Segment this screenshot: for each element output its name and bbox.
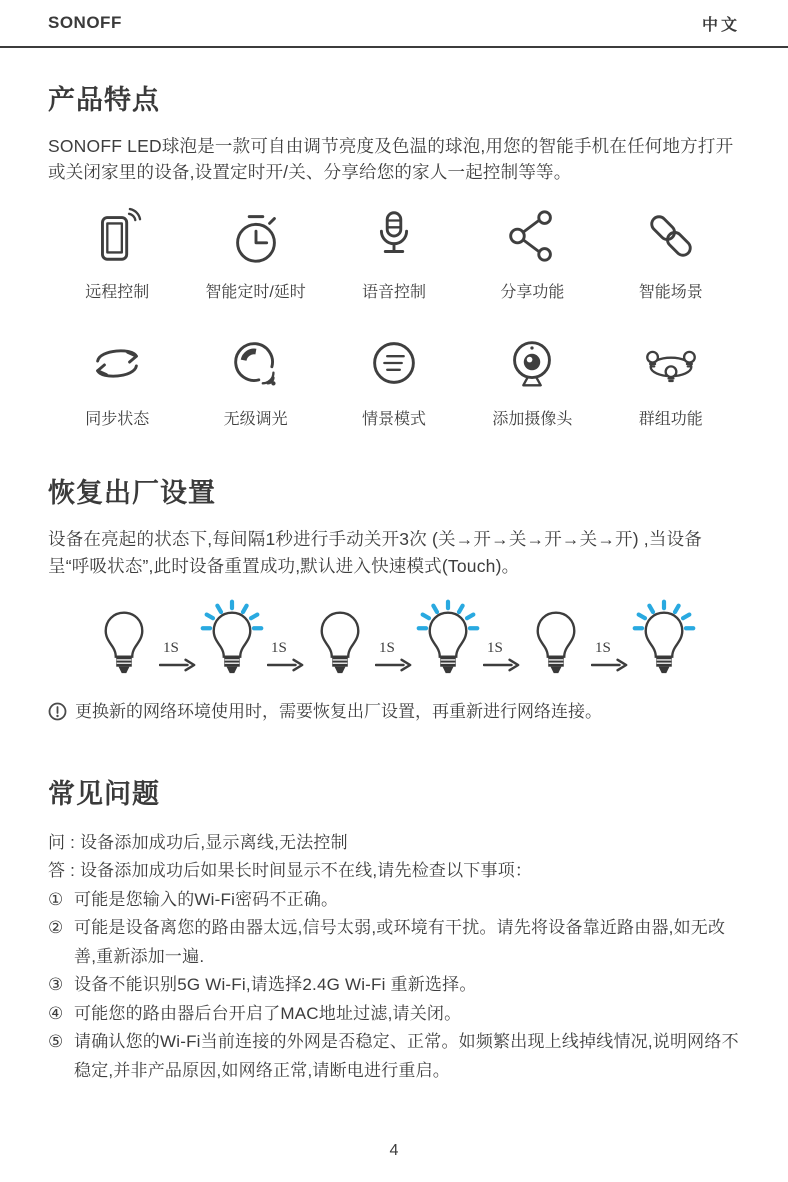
interval-arrow <box>159 640 197 672</box>
faq-answer: 答 : 设备添加成功后如果长时间显示不在线,请先检查以下事项： <box>48 861 533 881</box>
interval-arrow <box>267 640 305 672</box>
bulb-on <box>632 598 696 686</box>
interval-arrow <box>483 640 521 672</box>
interval-label: 1S <box>271 639 287 656</box>
interval-label: 1S <box>163 639 179 656</box>
faq-item <box>48 971 740 1000</box>
feature-stepless-dimming <box>186 330 324 429</box>
feature-label: 智能场景 <box>638 284 703 301</box>
sync-arrows-icon <box>86 330 148 394</box>
interval-arrow <box>591 640 629 672</box>
feature-label: 无级调光 <box>223 411 288 428</box>
dimmer-knob-icon <box>225 330 287 394</box>
feature-label: 分享功能 <box>500 284 565 301</box>
share-icon <box>501 203 563 267</box>
feature-label: 语音控制 <box>361 284 426 301</box>
page-content <box>0 78 788 1085</box>
interval-label: 1S <box>379 639 395 656</box>
feature-sync-status <box>48 330 186 429</box>
faq-item-number: ⑤ <box>48 1032 64 1052</box>
faq-item <box>48 914 740 971</box>
faq-item-text: 请确认您的Wi-Fi当前连接的外网是否稳定、正常。如频繁出现上线掉线情况,说明网络不稳定,并非产品原因,如网络正常,请断电进行重启。 <box>74 1032 739 1080</box>
features-intro-text: SONOFF LED球泡是一款可自由调节亮度及色温的球泡,用您的智能手机在任何地方打开或关闭家里的设备,设置定时开/关、分享给您的家人一起控制等等。 <box>48 136 734 183</box>
page-number: 4 <box>389 1142 399 1159</box>
feature-smart-timing <box>186 203 324 302</box>
section-title-features: 产品特点 <box>48 85 160 115</box>
faq-item-number: ③ <box>48 975 64 995</box>
bulb-sequence-diagram <box>48 598 740 686</box>
scene-mode-icon <box>363 330 425 394</box>
link-icon <box>640 203 702 267</box>
feature-label: 添加摄像头 <box>492 411 573 428</box>
feature-add-camera <box>463 330 601 429</box>
feature-label: 远程控制 <box>85 284 150 301</box>
feature-grid <box>48 203 740 429</box>
bulb-off <box>92 598 156 686</box>
camera-icon <box>501 330 563 394</box>
feature-group-function <box>602 330 740 429</box>
faq-item-text: 可能是设备离您的路由器太远,信号太弱,或环境有干扰。请先将设备靠近路由器,如无改善,重新添加一遍. <box>74 918 726 966</box>
section-title-reset: 恢复出厂设置 <box>48 478 216 508</box>
faq-body <box>48 829 740 1086</box>
interval-label: 1S <box>487 639 503 656</box>
faq-item-text: 设备不能识别5G Wi-Fi,请选择2.4G Wi-Fi 重新选择。 <box>74 975 477 995</box>
bulb-off <box>308 598 372 686</box>
section-title-faq: 常见问题 <box>48 778 160 809</box>
alert-circle-icon <box>48 702 67 721</box>
bulb-off <box>524 598 588 686</box>
interval-label: 1S <box>595 639 611 656</box>
faq-item <box>48 886 740 915</box>
reset-note <box>48 700 740 724</box>
page-header <box>0 0 788 48</box>
bulb-on <box>200 598 264 686</box>
timer-icon <box>225 203 287 267</box>
feature-share <box>463 203 601 302</box>
faq-item-text: 可能是您输入的Wi-Fi密码不正确。 <box>74 889 339 909</box>
faq-item <box>48 1028 740 1085</box>
faq-item-number: ④ <box>48 1003 64 1023</box>
bulb-on <box>416 598 480 686</box>
faq-item <box>48 1000 740 1029</box>
interval-arrow <box>375 640 413 672</box>
reset-instructions-text: 设备在亮起的状态下,每间隔1秒进行手动关开3次 (关→开→关→开→关→开) ,当设备呈“呼吸状态”,此时设备重置成功,默认进入快速模式(Touch)。 <box>48 529 702 577</box>
faq-item-text: 可能您的路由器后台开启了MAC地址过滤,请关闭。 <box>74 1003 462 1023</box>
brand-logo: SONOFF <box>48 13 122 32</box>
faq-item-number: ① <box>48 889 64 909</box>
feature-voice-control <box>325 203 463 302</box>
bulb-group-icon <box>640 330 702 394</box>
remote-control-icon <box>86 203 148 267</box>
feature-smart-scene <box>602 203 740 302</box>
faq-item-number: ② <box>48 918 64 938</box>
feature-remote-control <box>48 203 186 302</box>
language-label: 中文 <box>701 16 740 34</box>
feature-label: 群组功能 <box>638 411 703 428</box>
reset-note-text: 更换新的网络环境使用时，需要恢复出厂设置，再重新进行网络连接。 <box>75 701 602 721</box>
feature-scene-mode <box>325 330 463 429</box>
faq-question: 问 : 设备添加成功后,显示离线,无法控制 <box>48 832 348 852</box>
feature-label: 同步状态 <box>85 411 150 428</box>
microphone-icon <box>363 203 425 267</box>
feature-label: 智能定时/延时 <box>205 284 306 301</box>
feature-label: 情景模式 <box>361 411 426 428</box>
